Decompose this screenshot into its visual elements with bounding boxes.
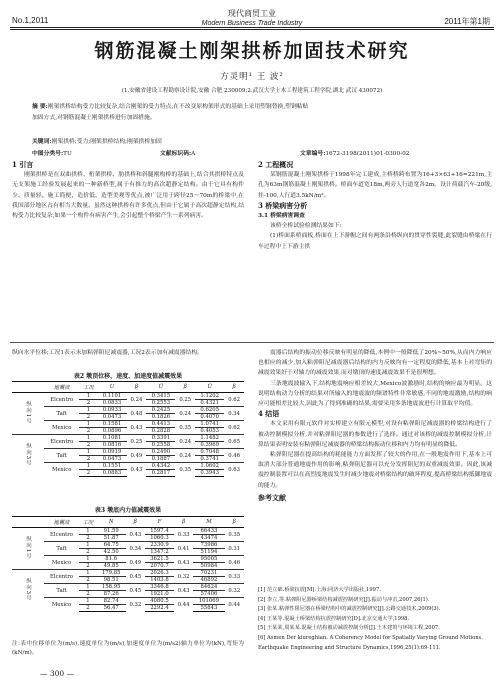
table-value-cell: 0.2425 (146, 407, 175, 414)
table-header-cell: β (126, 517, 145, 528)
table-beta-cell: 0.33 (225, 570, 244, 584)
section-1-body: 刚架拱桥是在双曲拱桥、桁架拱桥、肋拱桥和斜腿刚构桥的基础上,结合其拱桥特点及无支架施工经验发展起来的一种新桥型,属于有推力的高次超静定结构。由于它具有构件少、质量轻、施工简便、造价低、造型美观等优点,被广泛用于跨径25～70m的桥梁中,在我国部分地区占有相当大数量。虽然这种拱桥有许多优点,但由于它属于高次超静定结构,结构受力比较复杂,如果一个构件有病害产生,会引起整个桥梁产生一系列病害。 (12, 172, 244, 220)
left-lower-text (12, 348, 244, 358)
table-value-cell: 0.4070 (195, 414, 224, 421)
table-wave-cell: Elcentro (44, 570, 79, 584)
table-header-cell: β (224, 382, 244, 393)
classification-value: TU (63, 151, 72, 157)
table-case-cell: 2 (79, 414, 97, 421)
table-case-cell: 1 (79, 449, 97, 456)
table-value-cell: 64.75 (97, 542, 126, 549)
table-value-cell: 0.0919 (97, 449, 126, 456)
table-value-cell: 0.1581 (97, 421, 126, 428)
table-value-cell: 49.85 (97, 563, 126, 570)
table-wave-cell: Taft (44, 449, 79, 463)
table-value-cell: 101069 (193, 598, 224, 605)
table-2 (12, 381, 244, 477)
section-project (258, 160, 492, 252)
affiliation: (1.安徽省建设工程勘察设计院,安徽 合肥 230009;2.武汉大学土木工程建筑工程学院,湖北 武汉 430072) (121, 88, 383, 94)
table-value-cell: 0.7048 (195, 449, 224, 456)
table-value-cell: 1347.2 (145, 549, 174, 556)
classification (32, 148, 72, 157)
table-header-cell: β (175, 382, 195, 393)
table-header-row (12, 517, 244, 528)
table-beta-cell: 0.24 (175, 449, 195, 463)
classification-label: 中图分类号: (32, 151, 64, 157)
table-beta-cell: 0.24 (127, 393, 147, 407)
table-beta-cell: 0.32 (126, 598, 145, 612)
authors: 方灵明¹ 王 波² (220, 72, 284, 82)
table-case-cell: 1 (79, 407, 97, 414)
table-value-cell: 42.50 (97, 549, 126, 556)
table-value-cell: 0.0933 (97, 407, 126, 414)
left-text-1: 纵向水平位移;工况1表示未加粘弹阻尼减震器,工况2表示加有减震器结构。 (12, 350, 203, 356)
table-value-cell: 3346.8 (145, 584, 174, 591)
table-value-cell: 0.0473 (97, 456, 126, 463)
table-case-cell: 2 (79, 428, 97, 435)
table-case-cell: 2 (79, 577, 97, 584)
left-lower-notes (12, 640, 244, 658)
table-case-cell: 1 (79, 598, 97, 605)
section-divider (10, 342, 494, 343)
table-value-cell: 57406 (193, 591, 224, 598)
table-beta-cell: 0.65 (224, 435, 244, 449)
table-group-label: 纵向3号 (12, 435, 44, 477)
table-beta-cell: 0.62 (224, 393, 244, 407)
table-2-caption: 表2 墩顶位移、速度、加速度值减震效果 (73, 373, 183, 380)
issue-cn: 2011年第1期 (444, 17, 490, 26)
table-value-cell: 1.1202 (195, 393, 224, 400)
table-case-cell: 2 (79, 456, 97, 463)
table-wave-cell: Taft (44, 584, 79, 598)
table-beta-cell: 0.44 (225, 598, 244, 612)
journal-name (0, 8, 504, 27)
table-header-cell: β (174, 517, 193, 528)
right-lower-text (258, 348, 492, 503)
table-value-cell: 43474 (193, 535, 224, 542)
table-value-cell: 0.2817 (146, 470, 175, 477)
table-beta-cell: 0.63 (224, 463, 244, 477)
table-row (12, 393, 244, 400)
table-row (12, 542, 244, 549)
article-title: 钢筋混凝土刚架拱桥加固技术研究 (94, 40, 410, 62)
table-beta-cell: 0.35 (175, 463, 195, 477)
table-value-cell: 0.2828 (146, 428, 175, 435)
table-beta-cell: 0.32 (174, 570, 193, 584)
keywords: 刚架拱桥;受力;刚架拱桥结构;刚架拱桥加固 (51, 139, 162, 145)
table-beta-cell: 0.32 (225, 584, 244, 598)
section-1-heading: 1 引言 (12, 160, 34, 169)
section-2-heading: 2 工程概况 (258, 160, 294, 169)
journal-name-en: Modern Business Trade Industry (201, 20, 303, 27)
table-value-cell: 51.87 (97, 535, 126, 542)
issue-number: No.1,2011 (12, 16, 49, 25)
table-case-cell: 1 (79, 542, 97, 549)
table-row (12, 421, 244, 428)
article-number-value: 1672-3198(2011)01-0300-02 (325, 151, 410, 157)
table-header-cell (12, 517, 44, 528)
table-value-cell: 56.47 (97, 605, 126, 612)
table-beta-cell: 0.33 (174, 528, 193, 542)
table-beta-cell: 0.43 (127, 463, 147, 477)
table-row (12, 598, 244, 605)
reference-item: [3] 张某.粘弹性阻尼器在桥梁结构中的减震控制研究[J].公路交通技术,2009(3). (258, 606, 441, 613)
table-value-cell: 179.85 (97, 570, 126, 577)
table-value-cell: 2026.3 (145, 570, 174, 577)
table-case-cell: 2 (79, 400, 97, 407)
reference-item: [1] 范立础.桥梁抗震[M].上海:同济大学出版社,1997. (258, 587, 381, 593)
table-case-cell: 2 (79, 442, 97, 449)
table-beta-cell: 0.43 (174, 556, 193, 570)
table-header-cell: N (97, 517, 126, 528)
table-value-cell: 0.0883 (97, 470, 126, 477)
table-value-cell: 1921.0 (145, 591, 174, 598)
table-beta-cell: 0.45 (126, 584, 145, 598)
table-value-cell: 50984 (193, 563, 224, 570)
table-row (12, 584, 244, 591)
table-beta-cell: 0.43 (174, 584, 193, 598)
table-value-cell: 0.1081 (97, 435, 126, 442)
table-beta-cell: 0.35 (175, 421, 195, 435)
table-header-cell: Ü (195, 382, 224, 393)
table-beta-cell: 0.46 (225, 556, 244, 570)
header-rule-thin (10, 29, 494, 30)
table-value-cell: 1.1482 (195, 435, 224, 442)
table-case-cell: 2 (79, 605, 97, 612)
table-value-cell: 0.3391 (146, 435, 175, 442)
table-wave-cell: Taft (44, 542, 79, 556)
right-text-2: 三条地震波输入下,结构地震响应相差较大,Mexico波激励时,结构的响应最为明显。这说明结构动力分析的结果对所输入的地震波的频谱特性非常敏感,不同的地震激励,结构的响应可能相差比较大,因此为了得到准确的结果,需要采用多条地震波进行计算取平均值。 (258, 380, 492, 408)
table-header-cell: F (145, 517, 174, 528)
table-beta-cell: 0.49 (127, 449, 147, 463)
table-value-cell: 1597.4 (145, 528, 174, 535)
table-value-cell: 0.4321 (195, 400, 224, 407)
table-header-cell: β (127, 382, 147, 393)
table-case-cell: 1 (79, 528, 97, 535)
table-wave-cell: Mexico (44, 598, 79, 612)
table-beta-cell: 0.62 (224, 421, 244, 435)
table-value-cell: 1403.8 (145, 577, 174, 584)
section-2-body: 某钢筋混凝土刚架拱桥于1998年完工建成,主桥桥跨布置为16+3×63+16=221m,主孔为63m钢筋混凝土刚架拱桥。桥面车道宽18m,两旁人行道宽各2m。设计荷载汽车-20级,挂-100,人行道3.5kN/m²。 (258, 172, 492, 199)
table-value-cell: 0.4053 (195, 428, 224, 435)
table-wave-cell: Elcentro (44, 528, 79, 542)
section-3-1-body: 该桥全桥试验检测结果如下: (270, 223, 342, 230)
document-code-label: 文献标识码: (160, 151, 192, 157)
table-case-cell: 2 (79, 549, 97, 556)
table-header-cell: U (97, 382, 126, 393)
table-beta-cell: 0.41 (174, 542, 193, 556)
table-case-cell: 1 (79, 556, 97, 563)
table-value-cell: 1.0602 (195, 463, 224, 470)
table-value-cell: 4080.5 (145, 598, 174, 605)
table-beta-cell: 0.48 (127, 407, 147, 421)
table-wave-cell: Elcentro (44, 393, 79, 407)
table-wave-cell: Taft (44, 407, 79, 421)
table-case-cell: 2 (79, 470, 97, 477)
table-case-cell: 2 (79, 535, 97, 542)
table-row (12, 556, 244, 563)
table-header-cell (12, 382, 44, 393)
table-header-cell: 地震波 (44, 382, 79, 393)
table-case-cell: 1 (79, 393, 97, 400)
table-value-cell: 3621.5 (145, 556, 174, 563)
table-value-cell: 0.1101 (97, 393, 126, 400)
table-value-cell: 0.0473 (97, 414, 126, 421)
table-beta-cell: 0.46 (224, 449, 244, 463)
table-value-cell: 0.0816 (97, 442, 126, 449)
table-value-cell: 0.2553 (146, 400, 175, 407)
table-3-caption: 表3 墩底内力值减震效果 (94, 507, 162, 514)
table-value-cell: 158.95 (97, 584, 126, 591)
table-value-cell: 2292.4 (145, 605, 174, 612)
table-beta-cell: 0.24 (175, 435, 195, 449)
table-value-cell: 2330.9 (145, 542, 174, 549)
table-value-cell: 0.3969 (195, 442, 224, 449)
abstract-text-1: 刚架拱桥结构受力比较复杂,结合刚架的受力特点,在不改变原构架形式的基础上采用塑钢替换,塑钢粘贴 (47, 104, 309, 110)
page-number: — 300 — (40, 669, 75, 678)
abstract-text-2: 加固方式,对钢筋混凝土刚架拱桥进行加固措施。 (32, 115, 156, 121)
references-list (258, 586, 492, 653)
table-value-cell: 98.51 (97, 577, 126, 584)
table-value-cell: 70231 (193, 570, 224, 577)
table-value-cell: 46892 (193, 577, 224, 584)
reference-item: [5] 王某某,周某某.混凝土结构被动减震控制分析[J].土木建筑与环境工程,2007. (258, 625, 440, 632)
table-value-cell: 91.59 (97, 528, 126, 535)
table-beta-cell: 0.25 (127, 435, 147, 449)
table-case-cell: 1 (79, 570, 97, 577)
table-value-cell: 2070.7 (145, 563, 174, 570)
table-row (12, 570, 244, 577)
document-code-value: A (191, 151, 196, 157)
table-case-cell: 1 (79, 584, 97, 591)
table-value-cell: 0.3415 (146, 393, 175, 400)
right-text-1: 震器后结构的振动位移反映有明显的降低,本例中一般降低了20%~50%,从而内力响应也相应的减少,加入粘弹阻尼减震器后结构的内力反映均有一定程度的降低,基本上对弯矩的减震效果好于对轴力的减震效果,而对墩顶的速度减震效果不是很理想。 (258, 350, 492, 377)
section-3-1-item: (1)桥面系桥面板,桥面在上下游帽之间有两条沿桥纵向的贯穿性裂缝,此裂缝由桥梁在行车过程中上下游主拱 (258, 233, 492, 250)
table-header-cell: Ü (146, 382, 175, 393)
table-row (12, 449, 244, 456)
table-row (12, 463, 244, 470)
reference-item: [4] 王某等.混凝土桥梁结构抗震控制研究[D].北京交通大学,1998. (258, 615, 410, 622)
table-value-cell: 1060.3 (145, 535, 174, 542)
table-value-cell: 1.0741 (195, 421, 224, 428)
table-value-cell: 0.3943 (195, 470, 224, 477)
table-value-cell: 0.4342 (146, 463, 175, 470)
section-4-heading: 4 结语 (258, 409, 280, 419)
table-value-cell: 0.4413 (146, 421, 175, 428)
table-beta-cell: 0.43 (127, 421, 147, 435)
table-value-cell: 95005 (193, 556, 224, 563)
table-value-cell: 81.6 (97, 556, 126, 563)
table-wave-cell: Elcentro (44, 435, 79, 449)
table-value-cell: 51194 (193, 549, 224, 556)
keywords-label: 关键词: (32, 139, 52, 145)
abstract-label: 摘 要: (32, 104, 48, 110)
table-case-cell: 2 (79, 591, 97, 598)
section-3-1-heading: 3.1 桥梁病害调查 (258, 213, 305, 220)
references-heading: 参考文献 (258, 492, 286, 502)
table-value-cell: 73986 (193, 542, 224, 549)
table-header-cell: 工况 (79, 517, 97, 528)
table-value-cell: 0.2558 (146, 442, 175, 449)
table-beta-cell: 0.31 (225, 542, 244, 556)
table-beta-cell: 0.43 (126, 528, 145, 542)
table-value-cell: 0.2490 (146, 449, 175, 456)
section-3-heading: 3 桥梁病害分析 (258, 200, 308, 210)
keywords-line (32, 136, 162, 145)
table-beta-cell: 0.24 (175, 407, 195, 421)
table-value-cell: 66433 (193, 528, 224, 535)
table-value-cell: 87.26 (97, 591, 126, 598)
table-value-cell: 0.3741 (195, 456, 224, 463)
table-3 (12, 516, 244, 612)
table-beta-cell: 0.35 (225, 528, 244, 542)
table-group-label: 纵向3号 (12, 570, 44, 612)
table-group-label: 纵向1号 (12, 393, 44, 435)
table-note: 注:表中位移单位为(m/s),速度单位为(m/s),加速度单位为(m/s2)轴力单位为(kN),弯矩为(kN/m)。 (12, 641, 244, 656)
table-beta-cell: 0.25 (175, 393, 195, 407)
table-value-cell: 0.1887 (146, 456, 175, 463)
table-value-cell: 0.1551 (97, 463, 126, 470)
article-number-label: 文章编号: (300, 151, 326, 157)
table-value-cell: 84624 (193, 584, 224, 591)
table-case-cell: 1 (79, 421, 97, 428)
table-beta-cell: 0.34 (126, 542, 145, 556)
table-group-label: 纵向1号 (12, 528, 44, 570)
abstract (32, 102, 476, 124)
table-case-cell: 1 (79, 435, 97, 442)
table-case-cell: 1 (79, 463, 97, 470)
table-value-cell: 0.0896 (97, 428, 126, 435)
table-value-cell: 55843 (193, 605, 224, 612)
section-intro (12, 160, 244, 221)
right-text-4: 粘弹阻尼器在提高结构的耗能能力方面发挥了较大的作用,在一般地震作用下,基本上可取消大部分普通地震作用的影响,粘弹阻尼器可以充分发挥阻尼的双重减震效果。因此,该减震控制装置可以在高烈度地震发生时减少地震对桥梁结构的破坏程度,提高桥梁结构抵御地震的能力。 (258, 452, 492, 489)
table-beta-cell: 0.34 (224, 407, 244, 421)
table-value-cell: 0.6205 (195, 407, 224, 414)
table-header-row (12, 382, 244, 393)
table-beta-cell: 0.44 (174, 598, 193, 612)
table-beta-cell: 0.49 (126, 556, 145, 570)
document-code (160, 148, 195, 157)
table-header-cell: 工况 (79, 382, 97, 393)
journal-name-cn: 现代商贸工业 (228, 9, 276, 18)
table-header-cell: M (193, 517, 224, 528)
table-wave-cell: Mexico (44, 556, 79, 570)
table-value-cell: 0.1826 (146, 414, 175, 421)
reference-item: [6] Asmen Der kiureghian. A Coherency Model for Spatially Varying Ground Motions. Earthquake Engineering and Structure Dynamics,1996,25(1):69-111. (258, 634, 483, 651)
table-case-cell: 2 (79, 563, 97, 570)
table-row (12, 435, 244, 442)
table-value-cell: 82.74 (97, 598, 126, 605)
right-text-3: 本文采用有限元软件对实桥建立有限元模型,对设有粘弹阻尼减震器的桥梁结构进行了被动控制模拟分析,并对粘弹阻尼器的参数进行了选择。通过对该桥的减震控制模拟分析,计算结果表明安装有粘弹阻尼减震器的桥梁结构振动位移和内力均有明显的降低。 (258, 421, 492, 448)
table-header-cell: β (225, 517, 244, 528)
table-row (12, 407, 244, 414)
reference-item: [2] 李立,等.粘弹阻尼器桥梁结构减震控制研究[J].振动与冲击,2007,26(1). (258, 596, 430, 603)
table-wave-cell: Mexico (44, 421, 79, 435)
table-value-cell: 0.0833 (97, 400, 126, 407)
table-row (12, 528, 244, 535)
table-header-cell: 地震波 (44, 517, 79, 528)
table-beta-cell: 0.45 (126, 570, 145, 584)
header-rule (10, 27, 494, 28)
table-wave-cell: Mexico (44, 463, 79, 477)
article-number (300, 148, 410, 157)
